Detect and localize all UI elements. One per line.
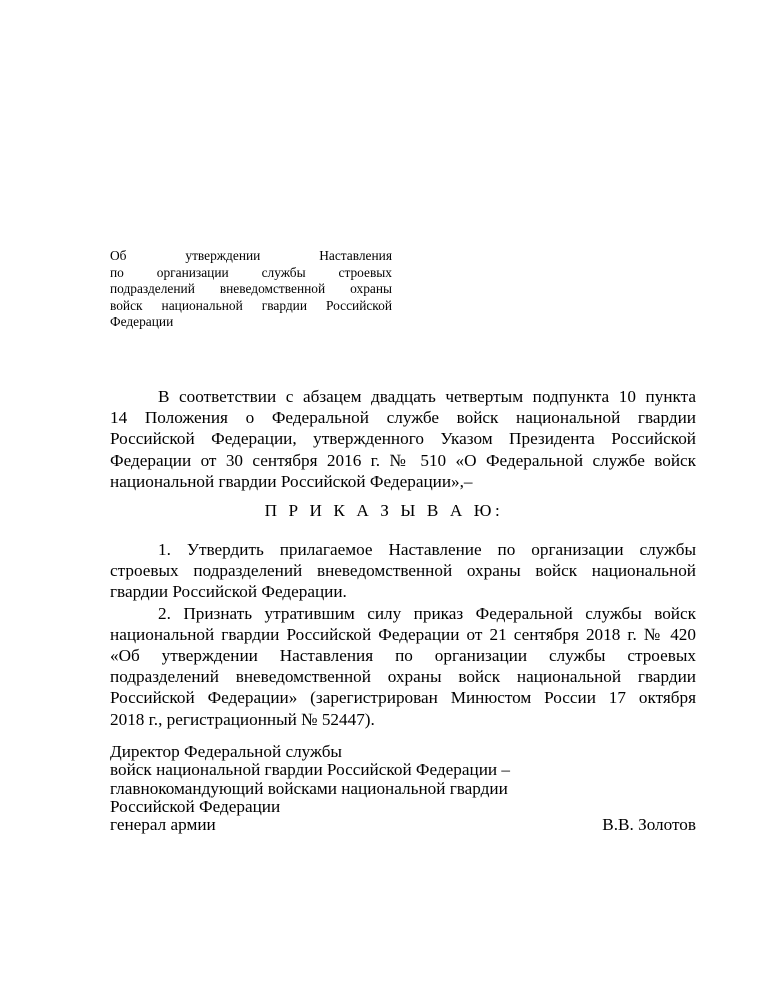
signatory-rank: генерал армии — [110, 815, 216, 835]
preamble-line: национальной гвардии Российской Федерации»,– — [110, 471, 473, 491]
order-item-1 — [110, 539, 696, 603]
signature-block — [110, 743, 696, 834]
signatory-name: В.В. Золотов — [602, 815, 696, 835]
signatory-title-line: главнокомандующий войсками национальной гвардии — [110, 778, 508, 798]
subject-line: войск национальной гвардии Российской — [110, 297, 392, 313]
order-heading: П Р И К А З Ы В А Ю: — [264, 501, 504, 520]
item-line: 1. Утвердить прилагаемое Наставление по организации службы — [158, 540, 696, 559]
item-line: национальной гвардии Российской Федерации от 21 сентября 2018 г. № 420 — [110, 624, 696, 644]
subject-line: по организации службы строевых — [110, 264, 392, 280]
preamble-line: Федерации от 30 сентября 2016 г. № 510 «О Федеральной службе войск — [110, 450, 696, 470]
subject-line: подразделений вневедомственной охраны — [110, 281, 392, 296]
preamble-line: В соответствии с абзацем двадцать четвертым подпункта 10 пункта — [158, 387, 696, 406]
order-items — [110, 539, 696, 730]
signatory-title-line: Директор Федеральной службы — [110, 742, 342, 761]
preamble-paragraph — [110, 386, 696, 492]
signatory-title-line: войск национальной гвардии Российской Федерации – — [110, 760, 510, 780]
order-item-2 — [110, 603, 696, 730]
item-line: 2. Признать утратившим силу приказ Федеральной службы войск — [158, 603, 696, 623]
item-line: подразделений вневедомственной охраны войск национальной гвардии — [110, 667, 696, 687]
preamble-line: 14 Положения о Федеральной службе войск национальной гвардии — [110, 408, 696, 428]
preamble-line: Российской Федерации, утвержденного Указом Президента Российской — [110, 429, 696, 449]
item-line: Российской Федерации» (зарегистрирован Минюстом России 17 октября — [110, 688, 696, 708]
document-subject — [110, 248, 392, 331]
subject-line: Об утверждении Наставления — [110, 248, 392, 263]
subject-line: Федерации — [110, 314, 174, 329]
signatory-title-line: Российской Федерации — [110, 796, 281, 816]
item-line: гвардии Российской Федерации. — [110, 582, 347, 602]
item-line: строевых подразделений вневедомственной охраны войск национальной — [110, 561, 696, 581]
item-line: 2018 г., регистрационный № 52447). — [110, 709, 375, 729]
item-line: «Об утверждении Наставления по организации службы строевых — [110, 646, 696, 666]
signatory-rank-row — [110, 816, 696, 834]
